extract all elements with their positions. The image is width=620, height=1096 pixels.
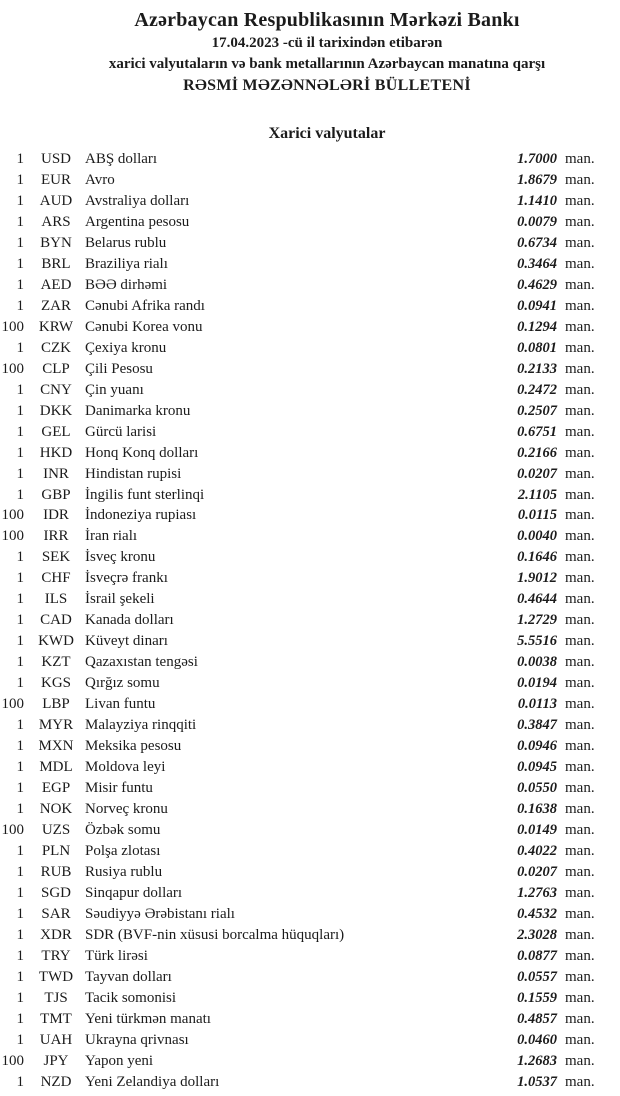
- unit-label: man.: [565, 570, 595, 587]
- rate-value: 0.0557: [517, 968, 557, 985]
- bulletin-header: [0, 7, 620, 144]
- unit-label: man.: [565, 171, 595, 188]
- currency-name: Qazaxıstan tengəsi: [85, 654, 198, 671]
- rate-value: 0.0115: [517, 507, 557, 524]
- currency-name: Özbək somu: [85, 822, 161, 838]
- table-row: [0, 1072, 620, 1093]
- unit-label: man.: [565, 339, 595, 356]
- rate-value: 1.7000: [517, 151, 557, 167]
- quantity-cell: 1: [16, 402, 24, 419]
- unit-label: man.: [565, 842, 595, 859]
- currency-code: BYN: [40, 234, 72, 251]
- quantity-cell: 1: [16, 1031, 24, 1048]
- unit-label: man.: [565, 717, 595, 734]
- unit-label: man.: [565, 738, 595, 755]
- unit-label: man.: [565, 1073, 595, 1090]
- currency-code: GBP: [41, 486, 71, 503]
- currency-name: Kanada dolları: [85, 612, 174, 629]
- currency-name: Norveç kronu: [85, 801, 168, 818]
- currency-code: INR: [43, 465, 69, 482]
- quantity-cell: 1: [16, 759, 24, 776]
- unit-label: man.: [565, 381, 595, 398]
- quantity-cell: 1: [16, 633, 24, 650]
- rate-value: 1.2683: [517, 1052, 557, 1069]
- quantity-cell: 1: [16, 842, 24, 859]
- quantity-cell: 1: [16, 151, 24, 167]
- currency-name: Braziliya rialı: [85, 255, 168, 272]
- currency-code: LBP: [42, 696, 70, 713]
- rate-value: 0.0941: [517, 297, 557, 314]
- table-row: [0, 1051, 620, 1072]
- table-row: [0, 799, 620, 820]
- unit-label: man.: [565, 1052, 595, 1069]
- unit-label: man.: [565, 318, 595, 335]
- rate-value: 1.2763: [517, 884, 557, 901]
- table-row: [0, 401, 620, 422]
- quantity-cell: 100: [1, 528, 24, 545]
- unit-label: man.: [565, 968, 595, 985]
- unit-label: man.: [565, 591, 595, 608]
- table-row: [0, 505, 620, 526]
- currency-name: Yeni türkmən manatı: [85, 1010, 211, 1027]
- rate-value: 0.3847: [517, 717, 557, 734]
- unit-label: man.: [565, 192, 595, 209]
- rate-value: 0.1646: [517, 549, 557, 566]
- quantity-cell: 1: [16, 570, 24, 587]
- unit-label: man.: [565, 801, 595, 818]
- currency-name: İngilis funt sterlinqi: [85, 486, 205, 503]
- rate-value: 2.3028: [517, 926, 557, 943]
- table-row: [0, 547, 620, 568]
- table-row: [0, 464, 620, 485]
- rate-value: 0.4629: [517, 276, 557, 293]
- currency-name: Türk lirəsi: [85, 947, 148, 964]
- rate-value: 2.1105: [517, 486, 557, 503]
- quantity-cell: 1: [16, 801, 24, 818]
- currency-code: SGD: [40, 884, 71, 901]
- currency-name: Livan funtu: [85, 696, 156, 713]
- currency-code: BRL: [41, 255, 71, 272]
- currency-name: Tayvan dolları: [85, 968, 172, 985]
- table-row: [0, 673, 620, 694]
- currency-code: GEL: [41, 423, 71, 440]
- currency-name: Yapon yeni: [85, 1052, 154, 1069]
- quantity-cell: 1: [16, 192, 24, 209]
- table-row: [0, 883, 620, 904]
- quantity-cell: 1: [16, 675, 24, 692]
- currency-code: TJS: [44, 989, 68, 1006]
- unit-label: man.: [565, 947, 595, 964]
- currency-name: Səudiyyə Ərəbistanı rialı: [85, 905, 235, 922]
- unit-label: man.: [565, 234, 595, 251]
- table-row: [0, 254, 620, 275]
- table-row: [0, 317, 620, 338]
- currency-code: TRY: [41, 947, 71, 964]
- unit-label: man.: [565, 863, 595, 880]
- quantity-cell: 1: [16, 863, 24, 880]
- rate-value: 0.6734: [517, 234, 557, 251]
- rate-value: 0.0079: [517, 213, 557, 230]
- unit-label: man.: [565, 989, 595, 1006]
- currency-name: Meksika pesosu: [85, 738, 182, 755]
- currency-name: Malayziya rinqqiti: [85, 717, 197, 734]
- unit-label: man.: [565, 360, 595, 377]
- currency-code: ILS: [44, 591, 68, 608]
- unit-label: man.: [565, 780, 595, 797]
- currency-code: PLN: [41, 842, 71, 859]
- table-row: [0, 1009, 620, 1030]
- currency-name: Rusiya rublu: [85, 863, 163, 880]
- currency-code: KZT: [41, 654, 71, 671]
- currency-code: JPY: [43, 1052, 69, 1069]
- rate-value: 0.4644: [517, 591, 557, 608]
- quantity-cell: 1: [16, 1010, 24, 1027]
- table-row: [0, 212, 620, 233]
- table-row: [0, 275, 620, 296]
- table-row: [0, 925, 620, 946]
- currency-name: Gürcü larisi: [85, 423, 157, 440]
- quantity-cell: 100: [1, 318, 24, 335]
- unit-label: man.: [565, 423, 595, 440]
- currency-name: Küveyt dinarı: [85, 633, 168, 650]
- currency-code: CLP: [42, 360, 70, 377]
- quantity-cell: 1: [16, 591, 24, 608]
- unit-label: man.: [565, 633, 595, 650]
- table-row: [0, 841, 620, 862]
- rate-value: 1.1410: [517, 192, 557, 209]
- unit-label: man.: [565, 654, 595, 671]
- table-row: [0, 715, 620, 736]
- table-row: [0, 422, 620, 443]
- rate-value: 0.0460: [517, 1031, 557, 1048]
- table-row: [0, 149, 620, 170]
- unit-label: man.: [565, 276, 595, 293]
- quantity-cell: 1: [16, 339, 24, 356]
- currency-code: TMT: [40, 1010, 72, 1027]
- currency-code: MDL: [39, 759, 73, 776]
- currency-code: CNY: [40, 381, 72, 398]
- quantity-cell: 1: [16, 444, 24, 461]
- currency-code: CZK: [41, 339, 71, 356]
- unit-label: man.: [565, 549, 595, 566]
- currency-name: ABŞ dolları: [85, 151, 158, 167]
- currency-code: CHF: [41, 570, 71, 587]
- currency-table: [0, 149, 620, 1093]
- currency-code: HKD: [39, 444, 73, 461]
- currency-code: NOK: [39, 801, 73, 818]
- rate-value: 0.0207: [517, 465, 557, 482]
- unit-label: man.: [565, 884, 595, 901]
- currency-code: ZAR: [41, 297, 71, 314]
- currency-code: SAR: [41, 905, 71, 922]
- rate-value: 0.2472: [517, 381, 557, 398]
- table-row: [0, 296, 620, 317]
- table-row: [0, 904, 620, 925]
- quantity-cell: 1: [16, 947, 24, 964]
- bank-title: Azərbaycan Respublikasının Mərkəzi Bankı: [134, 9, 520, 31]
- rate-value: 0.1294: [517, 318, 557, 335]
- unit-label: man.: [565, 1010, 595, 1027]
- quantity-cell: 1: [16, 612, 24, 629]
- currency-name: Qırğız somu: [85, 675, 160, 692]
- rate-value: 1.2729: [517, 612, 557, 629]
- table-row: [0, 778, 620, 799]
- bulletin-subtitle: xarici valyutaların və bank metallarının Azərbaycan manatına qarşı: [108, 56, 546, 72]
- table-row: [0, 736, 620, 757]
- currency-name: Çili Pesosu: [85, 360, 153, 377]
- currency-code: IDR: [43, 507, 69, 524]
- quantity-cell: 1: [16, 465, 24, 482]
- rate-value: 1.9012: [517, 570, 557, 587]
- quantity-cell: 1: [16, 905, 24, 922]
- currency-code: KRW: [38, 318, 74, 335]
- currency-code: AUD: [39, 192, 73, 209]
- rate-value: 0.1559: [517, 989, 557, 1006]
- quantity-cell: 1: [16, 276, 24, 293]
- currency-code: AED: [40, 276, 72, 293]
- currency-code: SEK: [41, 549, 71, 566]
- quantity-cell: 1: [16, 171, 24, 188]
- currency-name: Çin yuanı: [85, 381, 144, 398]
- quantity-cell: 1: [16, 549, 24, 566]
- currency-code: EUR: [41, 171, 71, 188]
- currency-name: Danimarka kronu: [85, 402, 191, 419]
- currency-name: Çexiya kronu: [85, 339, 167, 356]
- table-row: [0, 988, 620, 1009]
- rate-value: 0.0801: [517, 339, 557, 356]
- currency-name: Moldova leyi: [85, 759, 166, 776]
- quantity-cell: 1: [16, 297, 24, 314]
- unit-label: man.: [565, 402, 595, 419]
- unit-label: man.: [565, 612, 595, 629]
- unit-label: man.: [565, 151, 595, 167]
- quantity-cell: 100: [1, 1052, 24, 1069]
- currency-name: İsveçrə frankı: [85, 570, 168, 587]
- rate-value: 0.0550: [517, 780, 557, 797]
- currency-name: Sinqapur dolları: [85, 884, 183, 901]
- currency-name: SDR (BVF-nin xüsusi borcalma hüquqları): [85, 926, 345, 943]
- quantity-cell: 100: [1, 360, 24, 377]
- rate-value: 0.4857: [517, 1010, 557, 1027]
- quantity-cell: 1: [16, 423, 24, 440]
- rate-value: 0.0038: [517, 654, 557, 671]
- currency-code: TWD: [38, 968, 74, 985]
- rate-value: 0.6751: [517, 423, 557, 440]
- currency-name: İsveç kronu: [85, 549, 156, 566]
- quantity-cell: 1: [16, 381, 24, 398]
- quantity-cell: 1: [16, 968, 24, 985]
- currency-name: Misir funtu: [85, 780, 153, 797]
- table-row: [0, 946, 620, 967]
- table-row: [0, 380, 620, 401]
- rate-value: 0.0113: [517, 696, 557, 713]
- currency-code: EGP: [41, 780, 71, 797]
- unit-label: man.: [565, 213, 595, 230]
- unit-label: man.: [565, 528, 595, 545]
- table-row: [0, 694, 620, 715]
- rate-value: 0.3464: [517, 255, 557, 272]
- currency-code: ARS: [41, 213, 71, 230]
- rate-value: 0.0149: [517, 822, 557, 838]
- currency-code: UAH: [39, 1031, 73, 1048]
- rate-value: 0.2133: [517, 360, 557, 377]
- rate-value: 1.0537: [517, 1073, 557, 1090]
- rate-value: 0.0877: [517, 947, 557, 964]
- table-row: [0, 652, 620, 673]
- unit-label: man.: [565, 465, 595, 482]
- currency-name: Avstraliya dolları: [85, 192, 190, 209]
- currency-name: Ukrayna qrivnası: [85, 1031, 189, 1048]
- quantity-cell: 100: [1, 507, 24, 524]
- bulletin-title: RƏSMİ MƏZƏNNƏLƏRİ BÜLLETENİ: [183, 77, 471, 94]
- section-title-foreign-currencies: Xarici valyutalar: [268, 125, 386, 142]
- unit-label: man.: [565, 444, 595, 461]
- table-row: [0, 757, 620, 778]
- rate-value: 0.0945: [517, 759, 557, 776]
- currency-code: MXN: [38, 738, 74, 755]
- table-row: [0, 967, 620, 988]
- currency-code: RUB: [40, 863, 72, 880]
- unit-label: man.: [565, 507, 595, 524]
- unit-label: man.: [565, 926, 595, 943]
- currency-name: İran rialı: [85, 528, 138, 545]
- currency-name: Honq Konq dolları: [85, 444, 199, 461]
- rate-value: 0.4532: [517, 905, 557, 922]
- currency-code: KWD: [38, 633, 74, 650]
- currency-code: UZS: [41, 822, 71, 838]
- currency-code: CAD: [40, 612, 72, 629]
- currency-code: DKK: [39, 402, 73, 419]
- table-row: [0, 359, 620, 380]
- rate-value: 0.0207: [517, 863, 557, 880]
- table-row: [0, 568, 620, 589]
- rate-value: 5.5516: [517, 633, 557, 650]
- rate-value: 0.1638: [517, 801, 557, 818]
- table-row: [0, 443, 620, 464]
- table-row: [0, 1030, 620, 1051]
- quantity-cell: 1: [16, 213, 24, 230]
- table-row: [0, 233, 620, 254]
- unit-label: man.: [565, 1031, 595, 1048]
- unit-label: man.: [565, 822, 595, 838]
- currency-name: Hindistan rupisi: [85, 465, 182, 482]
- quantity-cell: 1: [16, 486, 24, 503]
- currency-code: KGS: [40, 675, 71, 692]
- currency-code: USD: [40, 151, 71, 167]
- quantity-cell: 1: [16, 1073, 24, 1090]
- currency-name: Polşa zlotası: [85, 842, 161, 859]
- table-row: [0, 862, 620, 883]
- table-row: [0, 631, 620, 652]
- table-row: [0, 610, 620, 631]
- quantity-cell: 1: [16, 654, 24, 671]
- currency-name: İndoneziya rupiası: [85, 507, 197, 524]
- currency-name: Tacik somonisi: [85, 989, 177, 1006]
- currency-code: IRR: [43, 528, 69, 545]
- quantity-cell: 100: [1, 696, 24, 713]
- quantity-cell: 1: [16, 989, 24, 1006]
- currency-code: NZD: [40, 1073, 72, 1090]
- unit-label: man.: [565, 297, 595, 314]
- quantity-cell: 1: [16, 884, 24, 901]
- table-row: [0, 526, 620, 547]
- rate-value: 0.0194: [517, 675, 557, 692]
- rate-value: 0.0040: [517, 528, 557, 545]
- currency-name: Cənubi Korea vonu: [85, 318, 203, 335]
- rate-value: 1.8679: [517, 171, 557, 188]
- quantity-cell: 1: [16, 926, 24, 943]
- currency-name: Cənubi Afrika randı: [85, 297, 205, 314]
- rate-value: 0.4022: [517, 842, 557, 859]
- table-row: [0, 589, 620, 610]
- unit-label: man.: [565, 675, 595, 692]
- quantity-cell: 1: [16, 234, 24, 251]
- effective-date-line: 17.04.2023 -cü il tarixindən etibarən: [211, 35, 443, 51]
- currency-name: Avro: [85, 171, 115, 188]
- table-row: [0, 485, 620, 506]
- currency-name: Yeni Zelandiya dolları: [85, 1073, 220, 1090]
- currency-name: BƏƏ dirhəmi: [85, 276, 168, 293]
- unit-label: man.: [565, 486, 595, 503]
- quantity-cell: 1: [16, 738, 24, 755]
- currency-name: Belarus rublu: [85, 234, 167, 251]
- currency-code: XDR: [40, 926, 72, 943]
- table-row: [0, 191, 620, 212]
- unit-label: man.: [565, 759, 595, 776]
- table-row: [0, 820, 620, 841]
- quantity-cell: 1: [16, 255, 24, 272]
- currency-name: İsrail şekeli: [85, 591, 155, 608]
- quantity-cell: 100: [1, 822, 24, 838]
- unit-label: man.: [565, 696, 595, 713]
- unit-label: man.: [565, 255, 595, 272]
- rate-value: 0.2166: [517, 444, 557, 461]
- quantity-cell: 1: [16, 717, 24, 734]
- rate-value: 0.0946: [517, 738, 557, 755]
- quantity-cell: 1: [16, 780, 24, 797]
- rate-value: 0.2507: [517, 402, 557, 419]
- unit-label: man.: [565, 905, 595, 922]
- currency-code: MYR: [38, 717, 74, 734]
- table-row: [0, 170, 620, 191]
- table-row: [0, 338, 620, 359]
- currency-name: Argentina pesosu: [85, 213, 190, 230]
